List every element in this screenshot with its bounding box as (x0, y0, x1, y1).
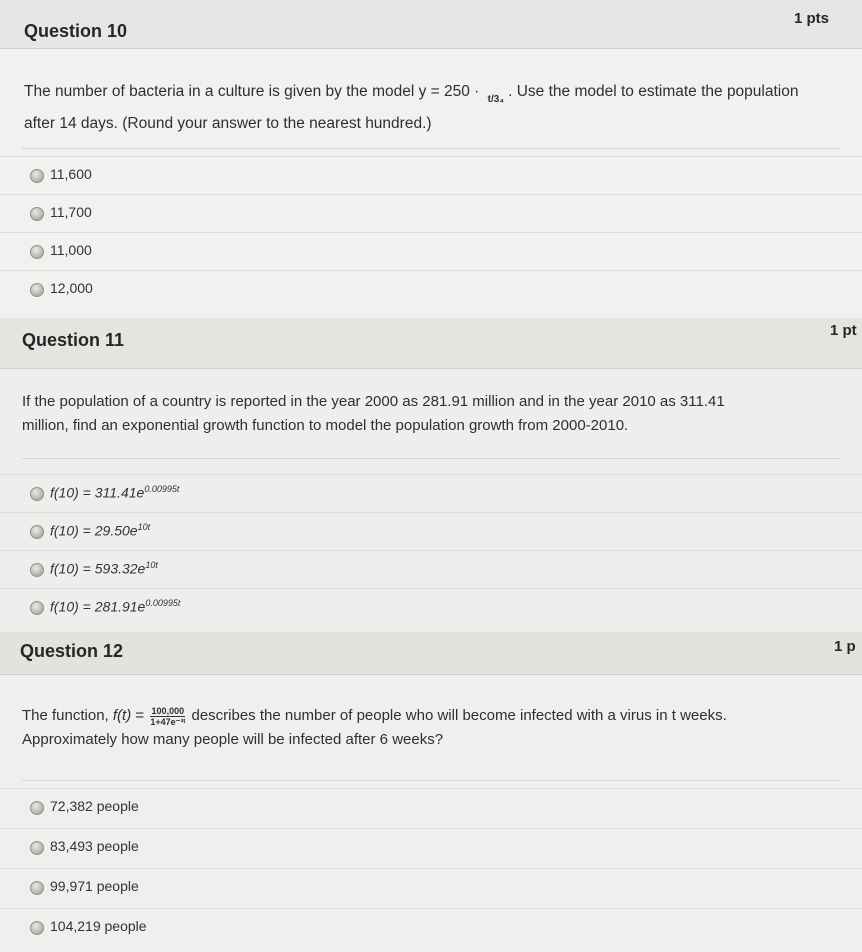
fraction-denominator: 1+47e⁻³ᵗ (150, 716, 186, 727)
question-12-header (0, 632, 862, 675)
answer-label: 11,700 (50, 204, 92, 220)
divider (22, 148, 840, 149)
answer-label: 11,000 (50, 242, 92, 258)
question-11-text-line2: million, find an exponential growth function to model the population growth from 2000-2010. (22, 417, 629, 434)
answer-option[interactable] (0, 270, 862, 309)
question-11-header (0, 318, 862, 369)
question-10-exponent: t/3₄ (487, 94, 505, 105)
answer-label: 99,971 people (50, 878, 139, 894)
answer-option[interactable] (0, 908, 862, 947)
question-11-text (22, 390, 725, 438)
answer-label (50, 522, 150, 539)
answer-option[interactable] (0, 194, 862, 233)
radio-button[interactable] (30, 283, 44, 297)
answer-option[interactable] (0, 588, 862, 627)
question-10-text (24, 80, 798, 136)
question-10-panel (0, 0, 862, 318)
question-10-points: 1 pts (794, 10, 830, 27)
question-12-text (22, 704, 727, 752)
question-12-equals: = (131, 707, 149, 724)
radio-button[interactable] (30, 207, 44, 221)
question-11-text-line1: If the population of a country is reported in the year 2000 as 281.91 million and in the year 2010 as 311.41 (22, 393, 725, 410)
question-12-title: Question 12 (20, 641, 124, 661)
answer-label: 12,000 (50, 280, 93, 296)
question-12-func: f(t) (112, 707, 132, 724)
question-12-panel (0, 632, 862, 952)
question-10-text-part2: . Use the model to estimate the population (508, 83, 799, 100)
answer-exponent: 10t (145, 560, 158, 570)
question-12-points: 1 p (834, 638, 856, 655)
answer-exponent: 10t (137, 522, 151, 532)
question-12-fraction (150, 706, 185, 727)
answer-option[interactable] (0, 550, 862, 589)
radio-button[interactable] (30, 601, 44, 615)
radio-button[interactable] (30, 245, 44, 259)
radio-button[interactable] (30, 841, 44, 855)
radio-button[interactable] (30, 921, 44, 935)
answer-base: f(10) = 281.91e (50, 598, 146, 615)
answer-option[interactable] (0, 474, 862, 513)
question-12-text-line2: Approximately how many people will be infected after 6 weeks? (22, 731, 444, 748)
divider (22, 780, 840, 781)
question-12-text-prefix: The function, (22, 707, 113, 724)
question-10-exponent-den: 3₄ (493, 94, 505, 105)
question-11-panel (0, 318, 862, 632)
question-11-points: 1 pt (830, 322, 857, 339)
radio-button[interactable] (30, 881, 44, 895)
radio-button[interactable] (30, 169, 44, 183)
divider (22, 458, 840, 459)
answer-label (50, 560, 158, 577)
question-10-text-part1: The number of bacteria in a culture is given by the model y = 250 · (24, 83, 484, 100)
answer-label (50, 598, 180, 615)
radio-button[interactable] (30, 525, 44, 539)
answer-base: f(10) = 311.41e (50, 484, 145, 501)
answer-option[interactable] (0, 828, 862, 867)
question-11-title: Question 11 (22, 330, 125, 350)
answer-option[interactable] (0, 156, 862, 195)
answer-label (50, 484, 179, 501)
answer-base: f(10) = 593.32e (50, 560, 146, 577)
question-10-title: Question 10 (24, 21, 128, 41)
answer-label: 11,600 (50, 166, 92, 182)
radio-button[interactable] (30, 487, 44, 501)
radio-button[interactable] (30, 801, 44, 815)
question-10-header (0, 0, 862, 49)
fraction-numerator: 100,000 (151, 705, 185, 716)
question-10-exponent-num: t (487, 94, 491, 105)
answer-option[interactable] (0, 232, 862, 271)
answer-option[interactable] (0, 868, 862, 907)
answer-exponent: 0.00995t (145, 598, 181, 608)
answer-exponent: 0.00995t (144, 484, 180, 494)
answer-option[interactable] (0, 512, 862, 551)
answer-label: 72,382 people (50, 798, 139, 814)
answer-base: f(10) = 29.50e (50, 522, 138, 539)
radio-button[interactable] (30, 563, 44, 577)
question-12-text-suffix: describes the number of people who will become infected with a virus in t weeks. (187, 707, 727, 724)
question-10-text-line2: after 14 days. (Round your answer to the nearest hundred.) (24, 115, 432, 132)
answer-option[interactable] (0, 788, 862, 827)
answer-label: 83,493 people (50, 838, 139, 854)
answer-label: 104,219 people (50, 918, 147, 934)
